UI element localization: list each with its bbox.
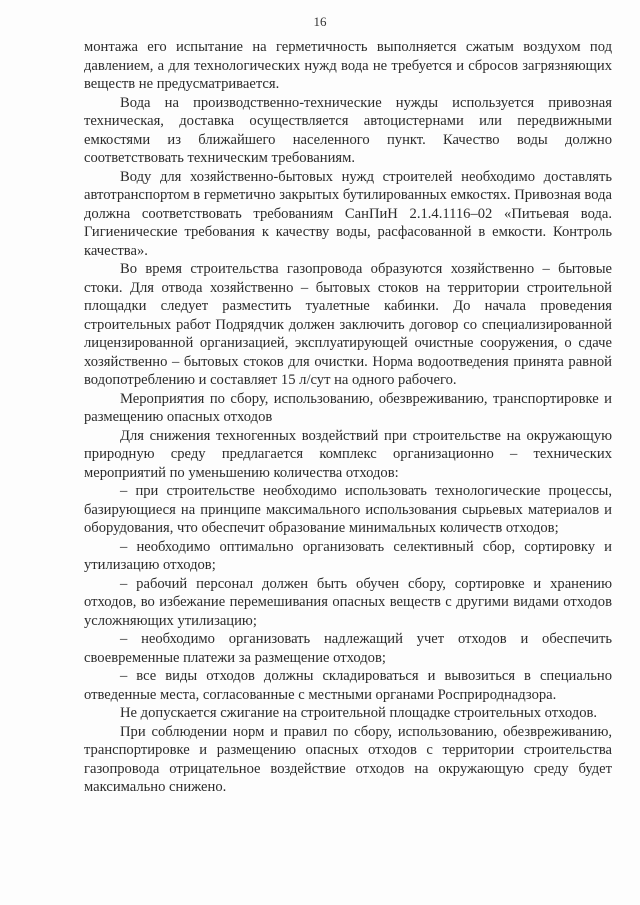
paragraph-wastewater: Во время строительства газопровода образуются хозяйственно – бытовые стоки. Для отвода хозяйственно – бытовых стоков на территории строительной площадки следует разместить туалетные кабинки. До начала проведения строительных работ Подрядчик должен заключить договор со специализированной лицензированной организацией, эксплуатирующей очистные сооружения, о сдаче хозяйственно – бытовых стоков для очистки. Норма водоотведения принята равной водопотреблению и составляет 15 л/сут на одного рабочего.	[84, 261, 612, 388]
list-item: – необходимо организовать надлежащий учет отходов и обеспечить своевременные платежи за размещение отходов;	[84, 631, 612, 666]
paragraph-technical-water: Вода на производственно-технические нужды используется привозная техническая, доставка осуществляется автоцистернами или передвижными емкостями из ближайшего населенного пункт. Качество воды должно соответствовать техническим требованиям.	[84, 94, 612, 166]
paragraph-continuation: монтажа его испытание на герметичность выполняется сжатым воздухом под давлением, а для технологических нужд вода не требуется и сбросов загрязняющих веществ не предусматривается.	[84, 39, 612, 92]
paragraph-measures-intro: Для снижения техногенных воздействий при строительстве на окружающую природную среду предлагается комплекс организационно – технических мероприятий по уменьшению количества отходов:	[84, 427, 612, 481]
paragraph-conclusion: При соблюдении норм и правил по сбору, использованию, обезвреживанию, транспортировке и размещению опасных отходов с территории строительства газопровода отрицательное воздействие отходов на окружающую среду будет максимально снижено.	[84, 723, 612, 795]
list-item: – необходимо оптимально организовать селективный сбор, сортировку и утилизацию отходов;	[84, 538, 612, 573]
page-number: 16	[313, 14, 327, 29]
paragraph-no-burning: Не допускается сжигание на строительной площадке строительных отходов.	[120, 705, 598, 721]
section-heading-waste-measures: Мероприятия по сбору, использованию, обезвреживанию, транспортировке и размещению опасных отходов	[84, 390, 612, 425]
body-text	[84, 38, 612, 797]
paragraph-drinking-water: Воду для хозяйственно-бытовых нужд строителей необходимо доставлять автотранспортом в герметично закрытых бутилированных емкостях. Привозная вода должна соответствовать требованиям СанПиН 2.1.4.1116–02 «Питьевая вода. Гигиенические требования к качеству воды, расфасованной в емкости. Контроль качества».	[84, 168, 612, 259]
list-item: – рабочий персонал должен быть обучен сбору, сортировке и хранению отходов, во избежание перемешивания опасных веществ с другими видами отходов усложняющих утилизацию;	[84, 575, 612, 629]
list-item: – все виды отходов должны складироваться и вывозиться в специально отведенные места, согласованные с местными органами Росприроднадзора.	[84, 668, 612, 703]
list-item: – при строительстве необходимо использовать технологические процессы, базирующиеся на принципе максимального использования сырьевых материалов и оборудования, что обеспечит образование минимальных количеств отходов;	[84, 483, 612, 536]
